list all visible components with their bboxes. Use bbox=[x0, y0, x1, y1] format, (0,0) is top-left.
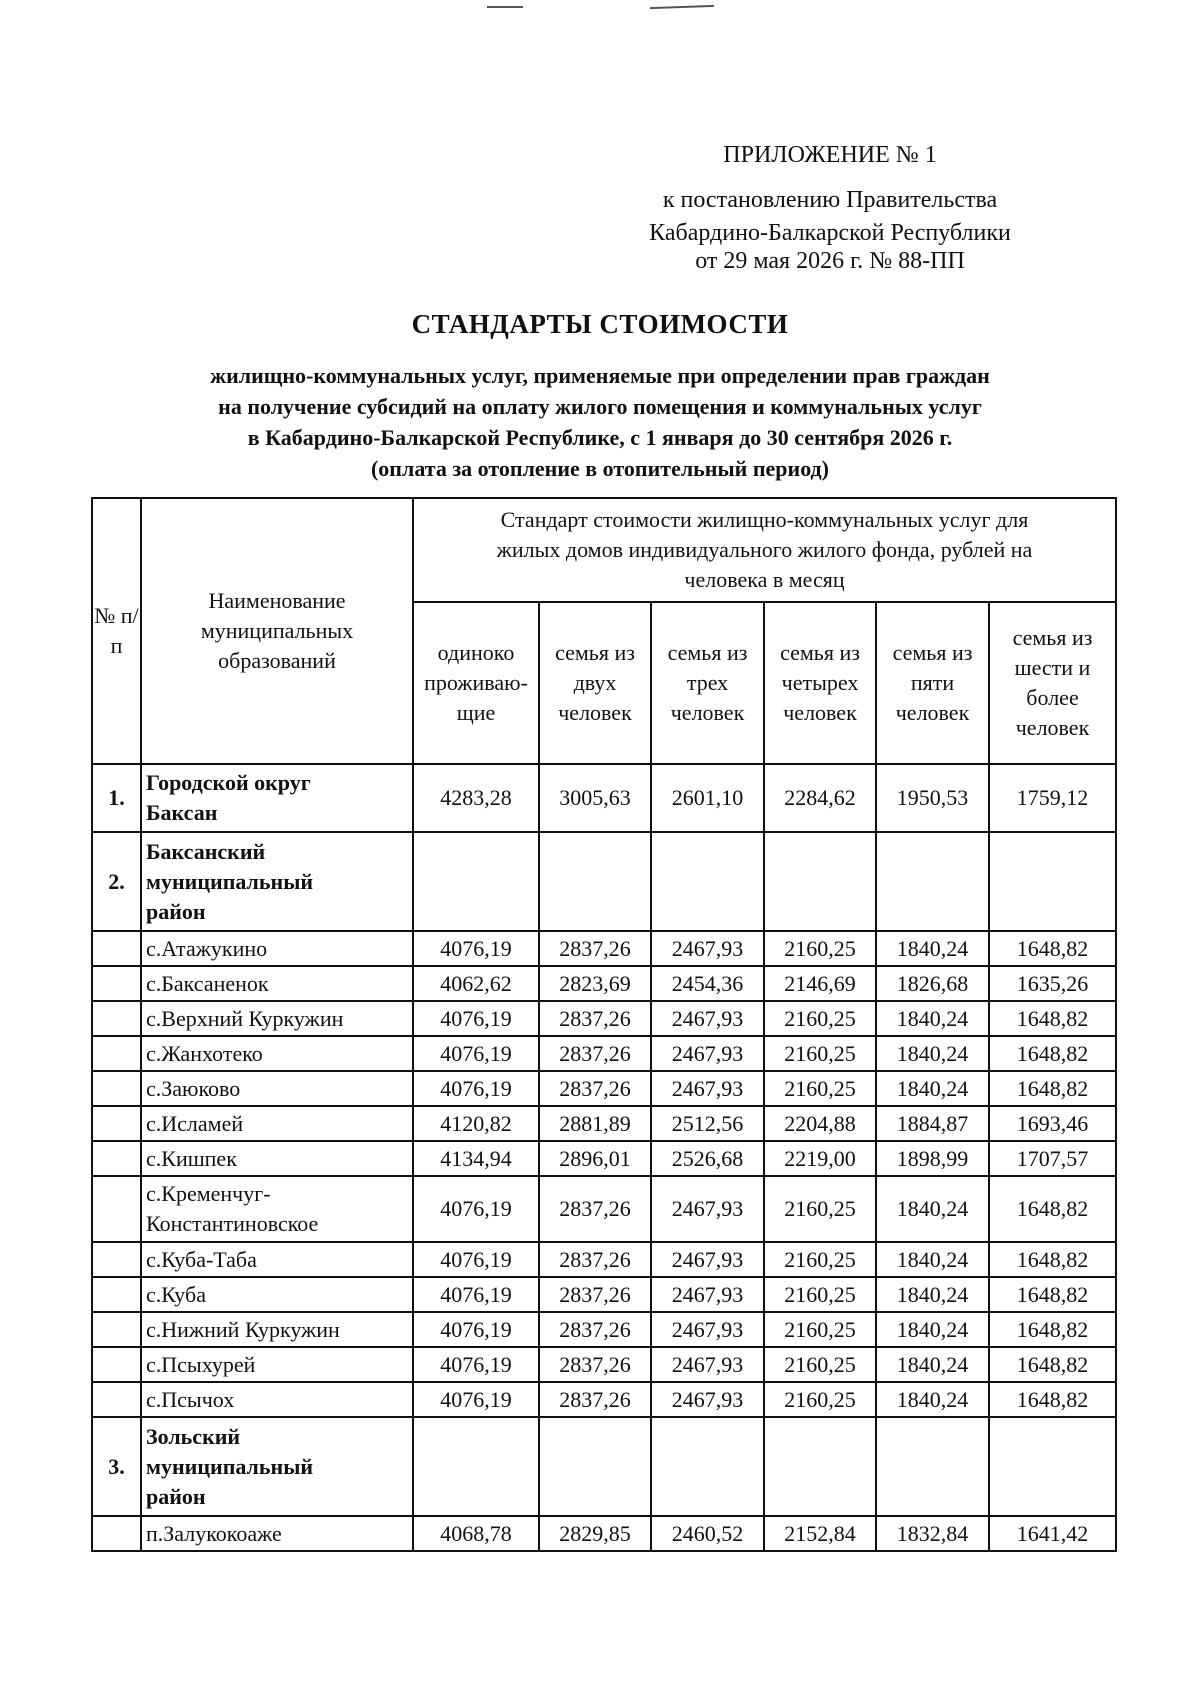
cost-value: 1840,24 bbox=[876, 1036, 989, 1071]
row-number bbox=[92, 1516, 141, 1551]
cost-value: 2160,25 bbox=[764, 1176, 876, 1242]
scan-artifact bbox=[487, 6, 523, 8]
municipality-name-text: с.Псыхурей bbox=[146, 1351, 256, 1377]
cost-value: 2526,68 bbox=[651, 1141, 764, 1176]
row-number: 2. bbox=[92, 832, 141, 931]
cost-value: 2160,25 bbox=[764, 931, 876, 966]
cost-value: 3005,63 bbox=[539, 764, 651, 832]
cost-value: 2467,93 bbox=[651, 1071, 764, 1106]
table-row bbox=[92, 1106, 1116, 1141]
cost-value: 2160,25 bbox=[764, 1036, 876, 1071]
cost-value: 1641,42 bbox=[989, 1516, 1116, 1551]
cost-value: 2837,26 bbox=[539, 1071, 651, 1106]
cost-value: 4076,19 bbox=[413, 1071, 539, 1106]
approval-line: Кабардино-Балкарской Республики bbox=[649, 220, 1011, 246]
header-municipality-label: Наименование муниципальных образований bbox=[200, 588, 354, 673]
table-row bbox=[92, 1242, 1116, 1277]
municipality-name bbox=[141, 1277, 413, 1312]
municipality-name-text: с.Куба bbox=[146, 1281, 206, 1307]
cost-value bbox=[876, 832, 989, 931]
row-number bbox=[92, 1001, 141, 1036]
table-row bbox=[92, 1312, 1116, 1347]
row-number: 3. bbox=[92, 1417, 141, 1516]
cost-value bbox=[764, 1417, 876, 1516]
cost-value: 4134,94 bbox=[413, 1141, 539, 1176]
cost-value: 1648,82 bbox=[989, 1071, 1116, 1106]
row-number bbox=[92, 1071, 141, 1106]
cost-value: 2467,93 bbox=[651, 1382, 764, 1417]
municipality-name bbox=[141, 1141, 413, 1176]
cost-value: 1840,24 bbox=[876, 1001, 989, 1036]
header-col-label: семья из трех человек bbox=[667, 640, 748, 725]
cost-value bbox=[764, 832, 876, 931]
cost-value: 1840,24 bbox=[876, 931, 989, 966]
cost-value: 2829,85 bbox=[539, 1516, 651, 1551]
municipality-name bbox=[141, 1242, 413, 1277]
municipality-name-text: с.Жанхотеко bbox=[146, 1040, 263, 1066]
municipality-name bbox=[141, 1106, 413, 1141]
row-number bbox=[92, 931, 141, 966]
cost-value: 2837,26 bbox=[539, 1277, 651, 1312]
cost-value: 4076,19 bbox=[413, 1347, 539, 1382]
cost-value: 2160,25 bbox=[764, 1382, 876, 1417]
cost-value: 2460,52 bbox=[651, 1516, 764, 1551]
cost-value: 4062,62 bbox=[413, 966, 539, 1001]
cost-value: 1648,82 bbox=[989, 1176, 1116, 1242]
subtitle-line: в Кабардино-Балкарской Республике, с 1 января до 30 сентября 2026 г. bbox=[247, 425, 953, 450]
cost-value: 4076,19 bbox=[413, 1382, 539, 1417]
cost-value: 2837,26 bbox=[539, 1242, 651, 1277]
header-municipality bbox=[141, 498, 413, 764]
cost-value: 1648,82 bbox=[989, 1312, 1116, 1347]
cost-value: 2467,93 bbox=[651, 1001, 764, 1036]
cost-value bbox=[651, 1417, 764, 1516]
document-title: СТАНДАРТЫ СТОИМОСТИ bbox=[411, 309, 789, 339]
cost-value: 4068,78 bbox=[413, 1516, 539, 1551]
table-row bbox=[92, 966, 1116, 1001]
cost-value: 2467,93 bbox=[651, 931, 764, 966]
row-number bbox=[92, 1347, 141, 1382]
row-number bbox=[92, 1382, 141, 1417]
table-row bbox=[92, 1036, 1116, 1071]
cost-value: 1832,84 bbox=[876, 1516, 989, 1551]
cost-value: 2601,10 bbox=[651, 764, 764, 832]
header-col-four bbox=[764, 602, 876, 764]
cost-value: 2146,69 bbox=[764, 966, 876, 1001]
cost-value bbox=[413, 1417, 539, 1516]
municipality-name bbox=[141, 966, 413, 1001]
table-row bbox=[92, 1382, 1116, 1417]
cost-value: 2219,00 bbox=[764, 1141, 876, 1176]
municipality-name-text: с.Нижний Куркужин bbox=[146, 1316, 340, 1342]
municipality-name-text: с.Исламей bbox=[146, 1110, 244, 1136]
municipality-name-text: с.Верхний Куркужин bbox=[146, 1005, 344, 1031]
cost-value: 2160,25 bbox=[764, 1347, 876, 1382]
municipality-name-text: с.Кишпек bbox=[146, 1145, 237, 1171]
cost-value: 2837,26 bbox=[539, 931, 651, 966]
cost-value: 4120,82 bbox=[413, 1106, 539, 1141]
header-col-two bbox=[539, 602, 651, 764]
cost-value: 1648,82 bbox=[989, 931, 1116, 966]
cost-value: 2160,25 bbox=[764, 1071, 876, 1106]
municipality-name-text: с.Псычох bbox=[146, 1386, 235, 1412]
cost-value: 2467,93 bbox=[651, 1312, 764, 1347]
municipality-name-text: Баксанский муниципальный район bbox=[146, 838, 314, 924]
cost-value: 2160,25 bbox=[764, 1277, 876, 1312]
cost-value: 1648,82 bbox=[989, 1001, 1116, 1036]
cost-value: 2467,93 bbox=[651, 1176, 764, 1242]
header-col-three bbox=[651, 602, 764, 764]
table-row bbox=[92, 1176, 1116, 1242]
header-col-label: семья из шести и более человек bbox=[1012, 625, 1093, 740]
table-row bbox=[92, 1347, 1116, 1382]
cost-value: 2467,93 bbox=[651, 1242, 764, 1277]
header-col-six-plus bbox=[989, 602, 1116, 764]
cost-value: 1898,99 bbox=[876, 1141, 989, 1176]
municipality-name-text: Городской округ Баксан bbox=[146, 770, 311, 825]
cost-value: 2837,26 bbox=[539, 1001, 651, 1036]
cost-value: 4283,28 bbox=[413, 764, 539, 832]
cost-value: 2160,25 bbox=[764, 1312, 876, 1347]
municipality-name bbox=[141, 1036, 413, 1071]
table-row bbox=[92, 832, 1116, 931]
table-row bbox=[92, 931, 1116, 966]
cost-value: 4076,19 bbox=[413, 1312, 539, 1347]
table-row bbox=[92, 1417, 1116, 1516]
cost-value bbox=[539, 1417, 651, 1516]
municipality-name-text: с.Куба-Таба bbox=[146, 1246, 257, 1272]
municipality-name bbox=[141, 1312, 413, 1347]
municipality-name-text: с.Баксаненок bbox=[146, 970, 269, 996]
cost-value bbox=[539, 832, 651, 931]
cost-value bbox=[876, 1417, 989, 1516]
header-number bbox=[92, 498, 141, 764]
cost-value: 2837,26 bbox=[539, 1382, 651, 1417]
header-cost-standard-label: Стандарт стоимости жилищно-коммунальных услуг для жилых домов индивидуального жилого фонда, рублей на человека в месяц bbox=[496, 507, 1033, 592]
cost-value: 1840,24 bbox=[876, 1312, 989, 1347]
municipality-name bbox=[141, 1001, 413, 1036]
cost-value: 2837,26 bbox=[539, 1036, 651, 1071]
municipality-name-text: с.Заюково bbox=[146, 1075, 241, 1101]
cost-value: 2467,93 bbox=[651, 1347, 764, 1382]
municipality-name-text: с.Кременчуг-Константиновское bbox=[146, 1181, 319, 1236]
header-col-label: одиноко проживаю-щие bbox=[424, 640, 528, 725]
cost-value: 4076,19 bbox=[413, 1176, 539, 1242]
cost-value: 2152,84 bbox=[764, 1516, 876, 1551]
cost-value: 1648,82 bbox=[989, 1036, 1116, 1071]
cost-value: 1648,82 bbox=[989, 1382, 1116, 1417]
cost-value: 2837,26 bbox=[539, 1347, 651, 1382]
municipality-name bbox=[141, 1516, 413, 1551]
cost-value: 1707,57 bbox=[989, 1141, 1116, 1176]
cost-value: 2204,88 bbox=[764, 1106, 876, 1141]
cost-value: 1840,24 bbox=[876, 1071, 989, 1106]
subtitle-line: на получение субсидий на оплату жилого помещения и коммунальных услуг bbox=[218, 394, 982, 419]
cost-value: 2160,25 bbox=[764, 1001, 876, 1036]
cost-value bbox=[989, 1417, 1116, 1516]
header-col-five bbox=[876, 602, 989, 764]
cost-value: 2467,93 bbox=[651, 1277, 764, 1312]
municipality-name-text: Зольский муниципальный район bbox=[146, 1423, 314, 1509]
cost-value: 1840,24 bbox=[876, 1242, 989, 1277]
cost-value: 1884,87 bbox=[876, 1106, 989, 1141]
municipality-name bbox=[141, 1417, 413, 1516]
row-number bbox=[92, 1036, 141, 1071]
cost-standards-table bbox=[91, 497, 1117, 1552]
cost-value: 1840,24 bbox=[876, 1176, 989, 1242]
cost-value: 2881,89 bbox=[539, 1106, 651, 1141]
cost-value: 4076,19 bbox=[413, 1001, 539, 1036]
document-subtitle bbox=[100, 360, 1100, 484]
cost-value: 2454,36 bbox=[651, 966, 764, 1001]
row-number bbox=[92, 1141, 141, 1176]
approval-line: от 29 мая 2026 г. № 88-ПП bbox=[695, 248, 965, 274]
appendix-title: ПРИЛОЖЕНИЕ № 1 bbox=[723, 142, 937, 168]
cost-value: 2284,62 bbox=[764, 764, 876, 832]
cost-value: 2467,93 bbox=[651, 1036, 764, 1071]
header-number-label: № п/п bbox=[94, 603, 139, 658]
cost-value: 4076,19 bbox=[413, 1036, 539, 1071]
municipality-name bbox=[141, 931, 413, 966]
cost-value: 2160,25 bbox=[764, 1242, 876, 1277]
cost-value: 1648,82 bbox=[989, 1242, 1116, 1277]
table-row bbox=[92, 1141, 1116, 1176]
row-number bbox=[92, 1106, 141, 1141]
cost-value: 4076,19 bbox=[413, 1242, 539, 1277]
table-row bbox=[92, 764, 1116, 832]
table-row bbox=[92, 1001, 1116, 1036]
municipality-name bbox=[141, 1382, 413, 1417]
cost-value: 1648,82 bbox=[989, 1347, 1116, 1382]
cost-value bbox=[413, 832, 539, 931]
row-number bbox=[92, 1277, 141, 1312]
municipality-name bbox=[141, 764, 413, 832]
approval-line: к постановлению Правительства bbox=[662, 187, 998, 213]
cost-value: 2837,26 bbox=[539, 1176, 651, 1242]
cost-value: 2512,56 bbox=[651, 1106, 764, 1141]
subtitle-line: жилищно-коммунальных услуг, применяемые при определении прав граждан bbox=[210, 363, 990, 388]
cost-value: 1635,26 bbox=[989, 966, 1116, 1001]
municipality-name bbox=[141, 832, 413, 931]
cost-value: 2837,26 bbox=[539, 1312, 651, 1347]
table-row bbox=[92, 1516, 1116, 1551]
cost-value bbox=[989, 832, 1116, 931]
header-col-single bbox=[413, 602, 539, 764]
municipality-name-text: с.Атажукино bbox=[146, 935, 268, 961]
table-row bbox=[92, 1277, 1116, 1312]
cost-value: 4076,19 bbox=[413, 1277, 539, 1312]
cost-value: 2896,01 bbox=[539, 1141, 651, 1176]
cost-value: 1759,12 bbox=[989, 764, 1116, 832]
scan-artifact bbox=[650, 5, 714, 9]
cost-value: 1826,68 bbox=[876, 966, 989, 1001]
header-col-label: семья из пяти человек bbox=[892, 640, 973, 725]
cost-value: 1648,82 bbox=[989, 1277, 1116, 1312]
header-cost-standard bbox=[413, 498, 1116, 602]
cost-value: 4076,19 bbox=[413, 931, 539, 966]
cost-value: 1840,24 bbox=[876, 1347, 989, 1382]
row-number bbox=[92, 1312, 141, 1347]
municipality-name bbox=[141, 1071, 413, 1106]
municipality-name bbox=[141, 1176, 413, 1242]
cost-value: 1840,24 bbox=[876, 1382, 989, 1417]
header-col-label: семья из четырех человек bbox=[780, 640, 860, 725]
municipality-name-text: п.Залукокоаже bbox=[146, 1520, 282, 1546]
table-body bbox=[92, 764, 1116, 1551]
subtitle-line: (оплата за отопление в отопительный период) bbox=[370, 456, 830, 481]
cost-value: 1693,46 bbox=[989, 1106, 1116, 1141]
municipality-name bbox=[141, 1347, 413, 1382]
row-number bbox=[92, 966, 141, 1001]
row-number bbox=[92, 1176, 141, 1242]
row-number bbox=[92, 1242, 141, 1277]
row-number: 1. bbox=[92, 764, 141, 832]
header-col-label: семья из двух человек bbox=[555, 640, 635, 725]
cost-value: 2823,69 bbox=[539, 966, 651, 1001]
cost-value: 1840,24 bbox=[876, 1277, 989, 1312]
cost-value: 1950,53 bbox=[876, 764, 989, 832]
table-row bbox=[92, 1071, 1116, 1106]
cost-value bbox=[651, 832, 764, 931]
